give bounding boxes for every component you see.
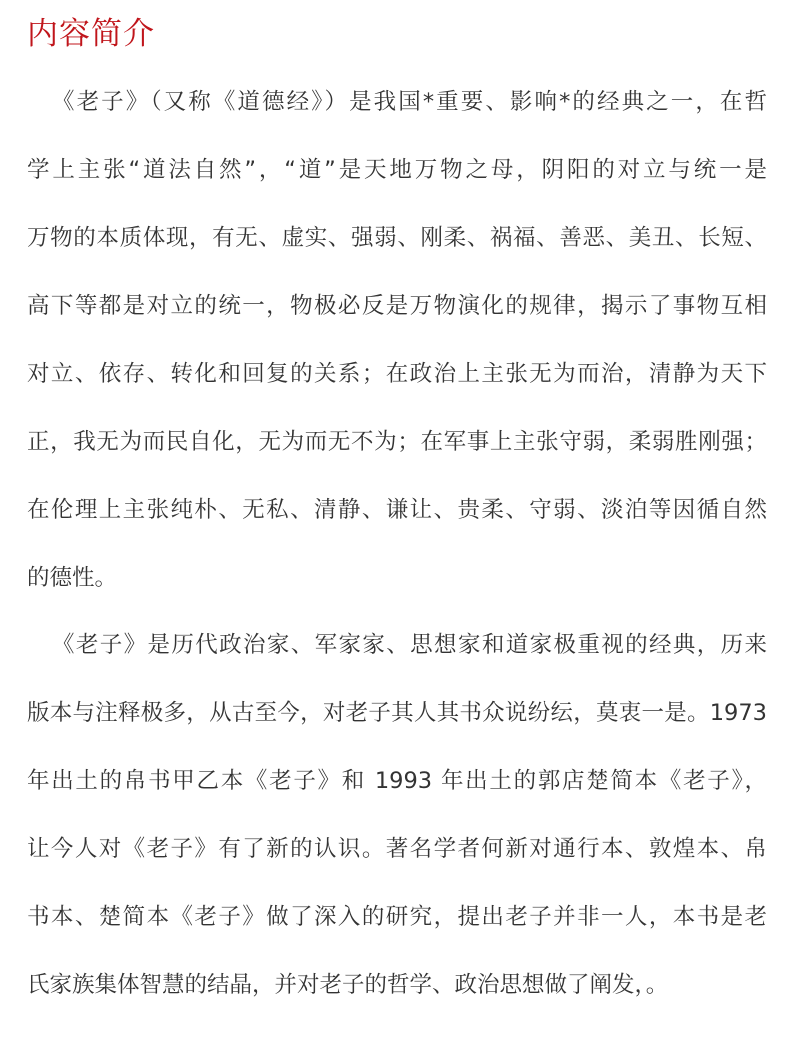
- paragraph-line: 版本与注释极多，从古至今，对老子其人其书众说纷纭，莫衷一是。1973: [27, 700, 767, 726]
- paragraph-line: 年出土的帛书甲乙本《老子》和 1993 年出土的郭店楚简本《老子》，: [27, 768, 767, 794]
- paragraph-line: 《老子》（又称《道德经》）是我国*重要、影响*的经典之一，在哲: [52, 89, 767, 115]
- section-title: 内容简介: [27, 16, 155, 52]
- paragraph-line: 氏家族集体智慧的结晶，并对老子的哲学、政治思想做了阐发，。: [27, 972, 669, 998]
- paragraph-line: 对立、依存、转化和回复的关系；在政治上主张无为而治，清静为天下: [27, 361, 767, 387]
- paragraph-line: 万物的本质体现，有无、虚实、强弱、刚柔、祸福、善恶、美丑、长短、: [27, 225, 767, 251]
- paragraph-line: 《老子》是历代政治家、军家家、思想家和道家极重视的经典，历来: [52, 632, 767, 658]
- paragraph-line: 在伦理上主张纯朴、无私、清静、谦让、贵柔、守弱、淡泊等因循自然: [27, 497, 767, 523]
- paragraph-line: 书本、楚简本《老子》做了深入的研究，提出老子并非一人，本书是老: [27, 904, 767, 930]
- paragraph-line: 高下等都是对立的统一，物极必反是万物演化的规律，揭示了事物互相: [27, 293, 767, 319]
- paragraph-line: 让今人对《老子》有了新的认识。著名学者何新对通行本、敦煌本、帛: [27, 836, 767, 862]
- paragraph-line: 学上主张“道法自然”，“道”是天地万物之母，阴阳的对立与统一是: [27, 157, 767, 183]
- paragraph-line: 的德性。: [27, 565, 118, 591]
- paragraph-line: 正，我无为而民自化，无为而无不为；在军事上主张守弱，柔弱胜刚强；: [27, 429, 767, 455]
